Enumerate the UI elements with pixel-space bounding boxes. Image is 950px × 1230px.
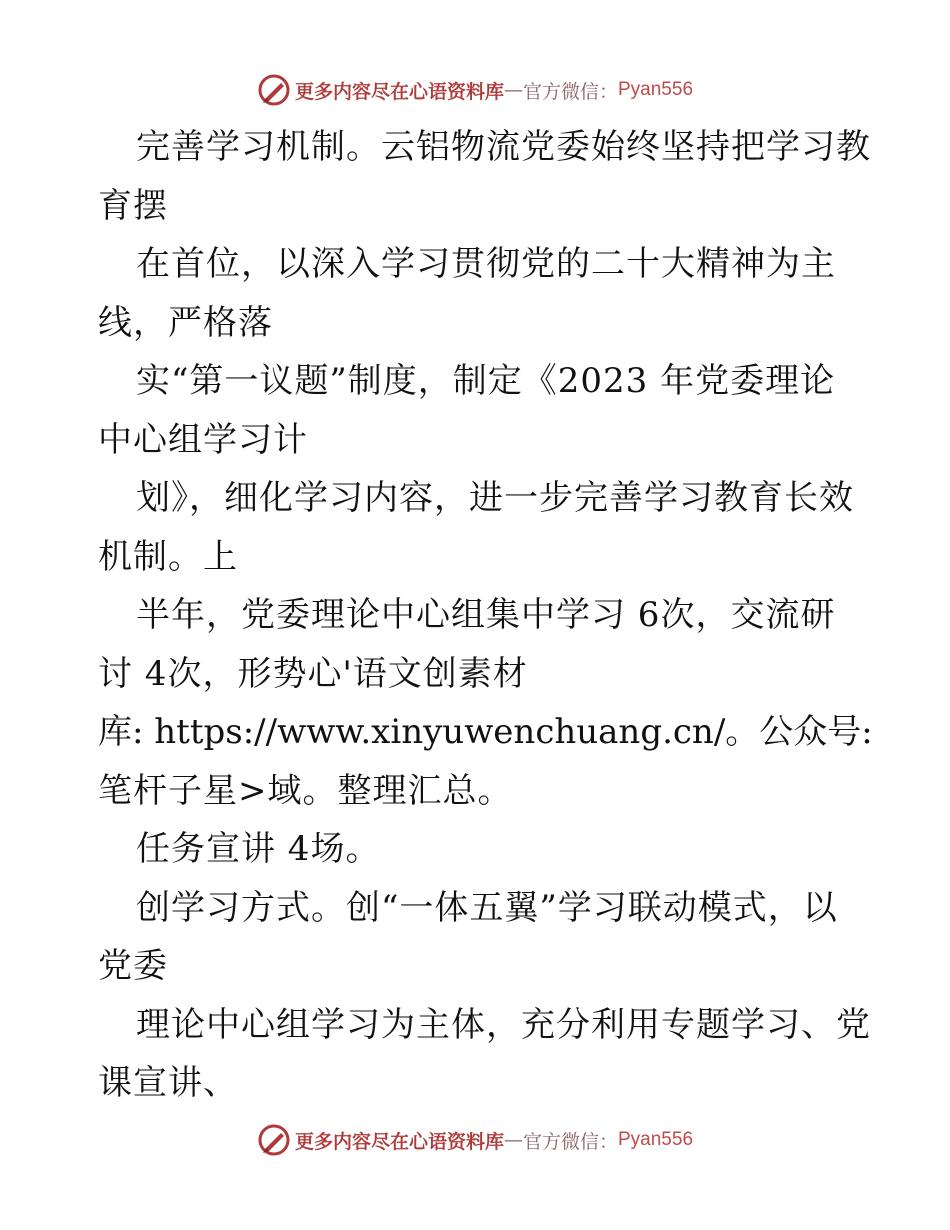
- banner-text: 更多内容尽在心语资料库: [294, 1130, 504, 1153]
- text-line: 划》，细化学习内容，进一步完善学习教育长效: [136, 478, 854, 518]
- wechat-id: Pyan556: [618, 79, 694, 100]
- text-line: 育摆: [98, 185, 168, 226]
- text-line: 理论中心组学习为主体，充分利用专题学习、党: [136, 1004, 871, 1045]
- banner-text: 更多内容尽在心语资料库: [294, 80, 504, 103]
- text-line: 在首位，以深入学习贯彻党的二十大精神为主: [136, 244, 836, 284]
- text-line: 讨 4次，形势心'语文创素材: [98, 653, 528, 694]
- text-line: 半年，党委理论中心组集中学习 6次，交流研: [136, 595, 836, 635]
- text-line: 党委: [98, 946, 168, 986]
- pen-logo-icon: [257, 73, 291, 107]
- text-line: 笔杆子星>域。整理汇总。: [98, 770, 513, 811]
- text-line: 完善学习机制。云铝物流党委始终坚持把学习教: [136, 127, 871, 167]
- document-body: [98, 118, 873, 1113]
- pen-logo-icon: [257, 1123, 291, 1157]
- text-line: 课宣讲、: [98, 1063, 238, 1103]
- text-line: 创学习方式。创“一体五翼”学习联动模式，以: [136, 887, 838, 928]
- text-line: 库: https://www.xinyuwenchuang.cn/。公众号:: [98, 712, 873, 752]
- wechat-id: Pyan556: [618, 1129, 694, 1150]
- wechat-label: 官方微信：: [522, 80, 618, 103]
- banner-dash: —: [503, 1129, 523, 1151]
- footer-banner: [0, 1120, 950, 1160]
- text-line: 线，严格落: [98, 302, 273, 343]
- header-banner: [0, 70, 950, 110]
- text-line: 中心组学习计: [98, 419, 308, 460]
- wechat-label: 官方微信：: [522, 1130, 618, 1153]
- text-line: 实“第一议题”制度，制定《2023 年党委理论: [136, 361, 836, 401]
- text-line: 任务宣讲 4场。: [136, 829, 381, 869]
- text-line: 机制。上: [98, 536, 238, 577]
- banner-dash: —: [503, 79, 523, 101]
